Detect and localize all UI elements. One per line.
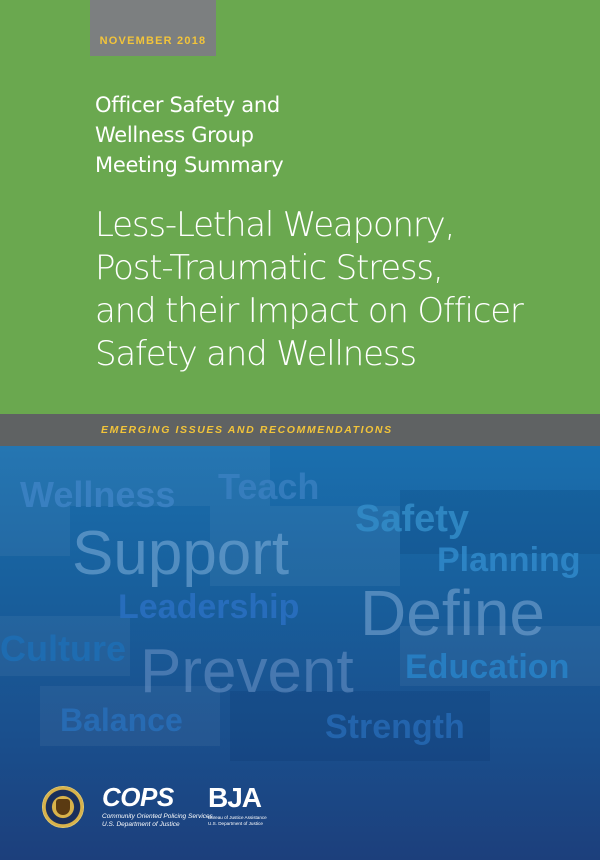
word-strength: Strength xyxy=(325,708,465,746)
bja-tagline xyxy=(208,815,267,827)
word-wellness: Wellness xyxy=(20,474,176,515)
bja-logo: BJA xyxy=(208,782,262,813)
word-balance: Balance xyxy=(60,702,183,738)
title-panel xyxy=(0,0,600,414)
title-line: Safety and Wellness xyxy=(95,334,416,374)
cops-tagline-line: Community Oriented Policing Services xyxy=(102,813,213,820)
series-line: Wellness Group xyxy=(95,123,254,147)
cops-tagline-line: U.S. Department of Justice xyxy=(102,821,180,828)
word-teach: Teach xyxy=(218,466,320,507)
word-leadership: Leadership xyxy=(118,588,300,626)
series-line: Officer Safety and xyxy=(95,93,280,117)
title-line: and their Impact on Officer xyxy=(95,291,523,331)
doj-seal-icon xyxy=(42,786,84,828)
cops-tagline xyxy=(102,813,213,829)
word-education: Education xyxy=(405,648,570,686)
eagle-icon xyxy=(56,799,70,815)
title-line: Less-Lethal Weaponry, xyxy=(95,205,455,245)
series-title xyxy=(95,90,283,180)
band-label: EMERGING ISSUES AND RECOMMENDATIONS xyxy=(101,424,393,436)
logo-row xyxy=(0,770,600,860)
date-tab xyxy=(90,0,216,56)
report-title xyxy=(95,204,523,376)
subtitle-band xyxy=(0,414,600,446)
publication-date: NOVEMBER 2018 xyxy=(99,35,207,47)
word-planning: Planning xyxy=(437,541,581,579)
title-line: Post-Traumatic Stress, xyxy=(95,248,443,288)
word-support: Support xyxy=(72,519,290,588)
word-prevent: Prevent xyxy=(140,637,354,706)
word-culture: Culture xyxy=(0,628,126,669)
series-line: Meeting Summary xyxy=(95,153,284,177)
cops-logo: COPS xyxy=(102,782,174,812)
word-safety: Safety xyxy=(355,498,470,540)
bja-tagline-line: Bureau of Justice Assistance xyxy=(208,815,267,820)
bja-tagline-line: U.S. Department of Justice xyxy=(208,821,263,826)
word-define: Define xyxy=(360,577,545,649)
